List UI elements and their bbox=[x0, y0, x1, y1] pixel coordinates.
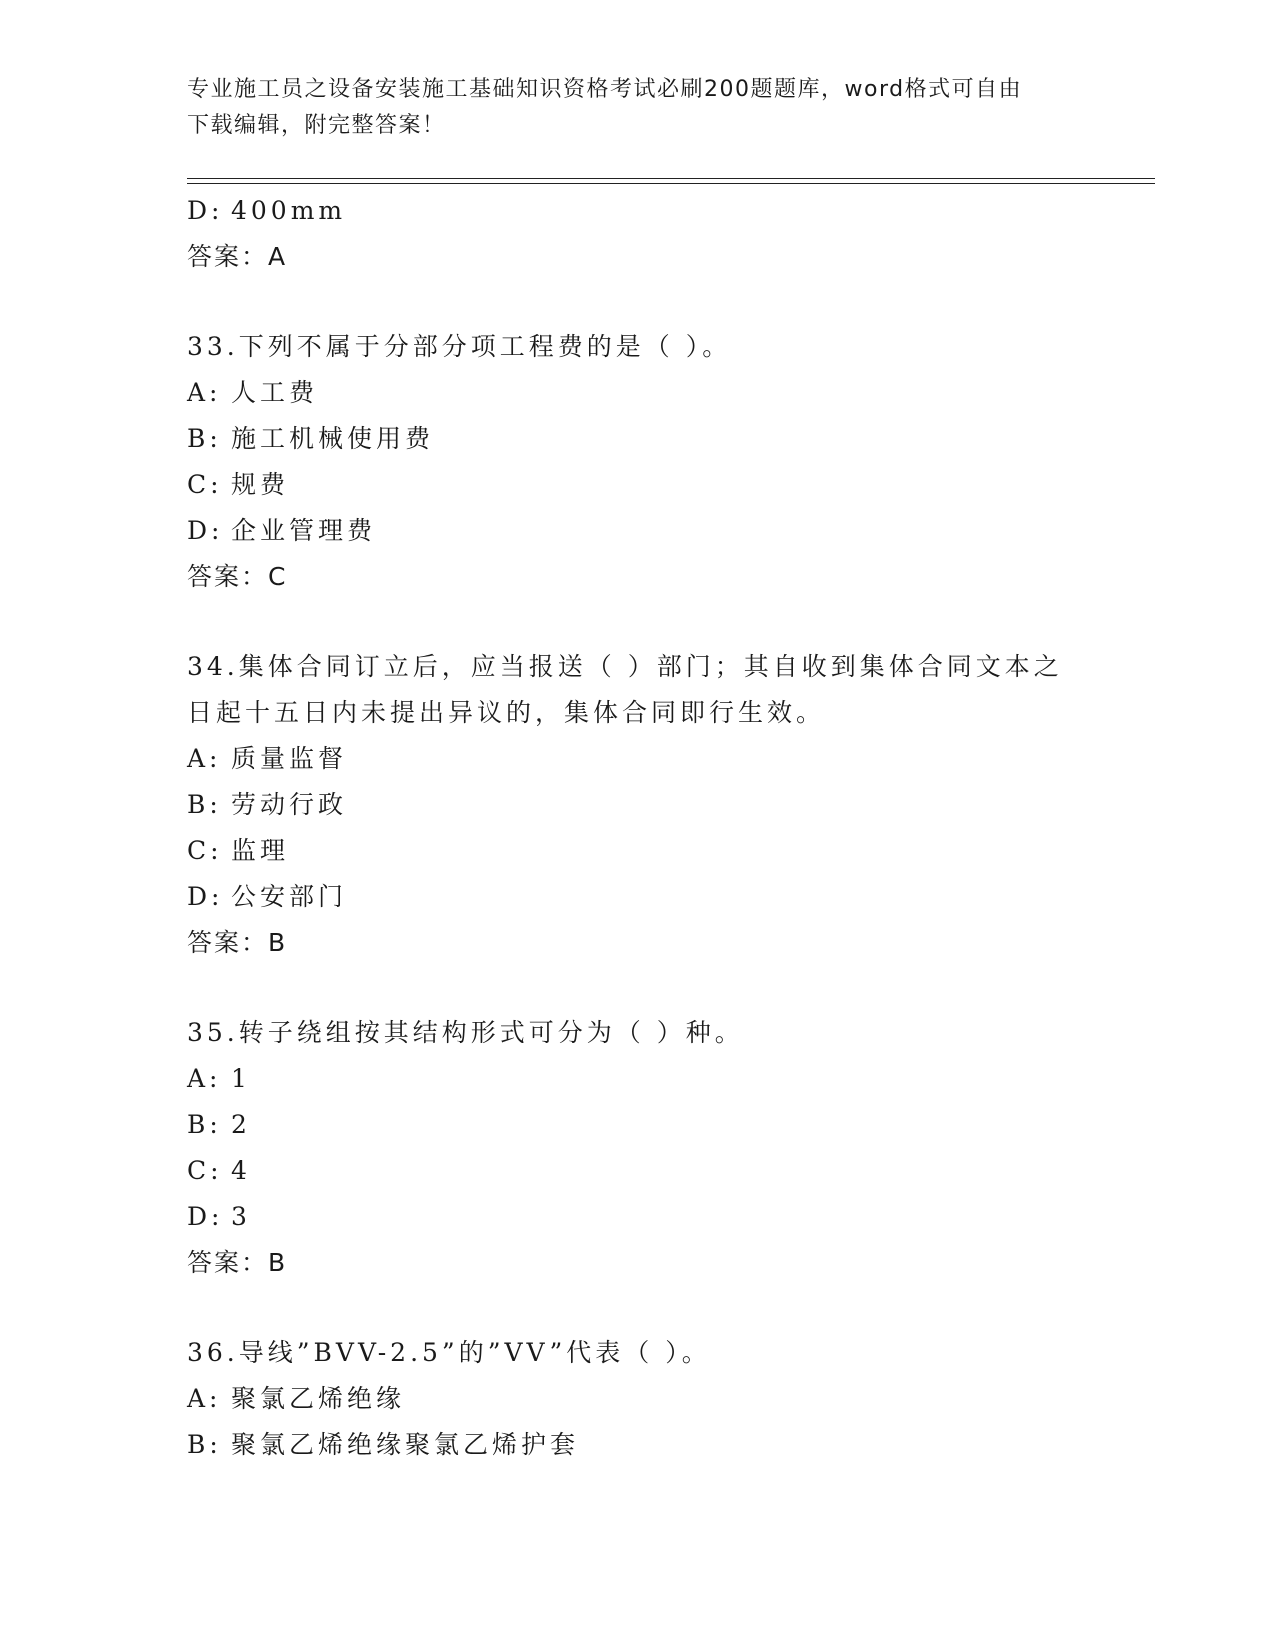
header-line-1: 专业施工员之设备安装施工基础知识资格考试必刷200题题库，word格式可自由 bbox=[187, 77, 1023, 102]
option-label: B: bbox=[187, 790, 222, 819]
question-stem: 日起十五日内未提出异议的，集体合同即行生效。 bbox=[187, 698, 826, 727]
option-d bbox=[187, 1194, 1087, 1240]
option-c bbox=[187, 1148, 1087, 1194]
option-text: 企业管理费 bbox=[231, 516, 377, 545]
option-text: 聚氯乙烯绝缘聚氯乙烯护套 bbox=[231, 1430, 580, 1459]
option-label: A: bbox=[187, 1384, 222, 1413]
answer: 答案：B bbox=[187, 1248, 288, 1277]
option-text: 规费 bbox=[231, 470, 290, 499]
option-c bbox=[187, 462, 1087, 508]
answer: 答案：A bbox=[187, 242, 288, 271]
option-label: D: bbox=[187, 882, 224, 911]
option-a bbox=[187, 1056, 1087, 1102]
option-text: 400mm bbox=[231, 196, 347, 225]
option-label: A: bbox=[187, 1064, 222, 1093]
option-label: C: bbox=[187, 1156, 223, 1185]
question-stem: 35.转子绕组按其结构形式可分为（ ）种。 bbox=[187, 1018, 744, 1047]
option-label: A: bbox=[187, 744, 222, 773]
answer: 答案：C bbox=[187, 562, 288, 591]
header-line-2: 下载编辑，附完整答案！ bbox=[187, 113, 446, 138]
option-b bbox=[187, 416, 1087, 462]
question-33 bbox=[187, 324, 1087, 600]
option-b bbox=[187, 1102, 1087, 1148]
option-text: 人工费 bbox=[231, 378, 319, 407]
option-text: 劳动行政 bbox=[231, 790, 348, 819]
option-label: D: bbox=[187, 196, 224, 225]
question-stem: 34.集体合同订立后，应当报送（ ）部门；其自收到集体合同文本之 bbox=[187, 652, 1063, 681]
option-label: C: bbox=[187, 836, 223, 865]
option-text: 公安部门 bbox=[231, 882, 348, 911]
option-label: B: bbox=[187, 1430, 222, 1459]
option-text: 监理 bbox=[231, 836, 290, 865]
question-stem: 33.下列不属于分部分项工程费的是（ ）。 bbox=[187, 332, 732, 361]
option-label: C: bbox=[187, 470, 223, 499]
option-text: 3 bbox=[231, 1202, 251, 1231]
question-35 bbox=[187, 1010, 1087, 1286]
option-a bbox=[187, 736, 1087, 782]
option-d bbox=[187, 508, 1087, 554]
option-b bbox=[187, 1422, 1087, 1468]
option-label: D: bbox=[187, 516, 224, 545]
header-divider-top bbox=[187, 178, 1155, 179]
option-text: 4 bbox=[231, 1156, 251, 1185]
question-stem: 36.导线”BVV-2.5”的”VV”代表（ ）。 bbox=[187, 1338, 711, 1367]
option-a bbox=[187, 1376, 1087, 1422]
option-text: 1 bbox=[231, 1064, 251, 1093]
option-label: D: bbox=[187, 1202, 224, 1231]
option-text: 质量监督 bbox=[231, 744, 348, 773]
option-c bbox=[187, 828, 1087, 874]
option-d bbox=[187, 874, 1087, 920]
header-divider-bottom bbox=[187, 183, 1155, 184]
option-b bbox=[187, 782, 1087, 828]
question-36 bbox=[187, 1330, 1087, 1468]
option-text: 聚氯乙烯绝缘 bbox=[231, 1384, 406, 1413]
option-label: B: bbox=[187, 424, 222, 453]
question-34 bbox=[187, 644, 1087, 966]
option-text: 施工机械使用费 bbox=[231, 424, 435, 453]
answer: 答案：B bbox=[187, 928, 288, 957]
option-text: 2 bbox=[231, 1110, 251, 1139]
option-d bbox=[187, 188, 1087, 234]
document-header bbox=[187, 72, 1087, 144]
option-label: B: bbox=[187, 1110, 222, 1139]
option-a bbox=[187, 370, 1087, 416]
option-label: A: bbox=[187, 378, 222, 407]
question-list bbox=[187, 188, 1087, 1468]
